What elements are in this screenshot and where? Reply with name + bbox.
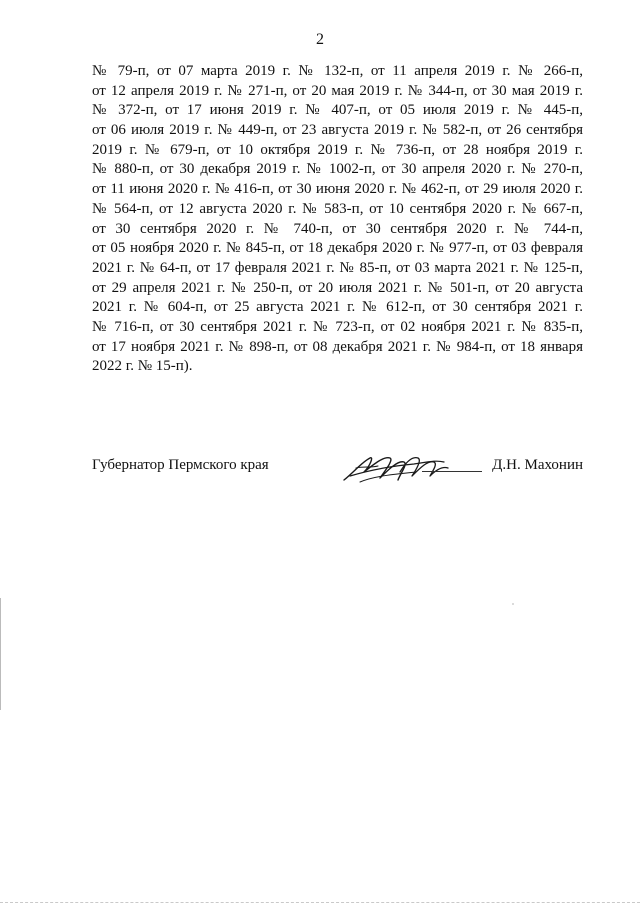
body-text-line: от 11 июня 2020 г. № 416-п, от 30 июня 2020 г. № 462-п, от 29 июля 2020 г. [92,181,583,198]
body-text-line: от 29 апреля 2021 г. № 250-п, от 20 июля 2021 г. № 501-п, от 20 августа [92,279,583,296]
body-text-line: 2021 г. № 604-п, от 25 августа 2021 г. № 612-п, от 30 сентября 2021 г. [92,299,583,316]
body-text [92,62,583,377]
signature-block [92,452,583,488]
body-text-line: № 716-п, от 30 сентября 2021 г. № 723-п, от 02 ноября 2021 г. № 835-п, [92,318,583,335]
body-text-line: от 12 апреля 2019 г. № 271-п, от 20 мая 2019 г. № 344-п, от 30 мая 2019 г. [92,82,583,99]
signer-position: Губернатор Пермского края [92,457,269,473]
handwritten-signature [340,450,488,486]
body-text-line: от 06 июля 2019 г. № 449-п, от 23 августа 2019 г. № 582-п, от 26 сентября [92,122,583,139]
signature-line [422,471,482,472]
scan-edge-left [0,598,1,710]
body-text-line: от 05 ноября 2020 г. № 845-п, от 18 декабря 2020 г. № 977-п, от 03 февраля [92,240,583,257]
scan-edge-bottom [0,902,640,903]
scan-artifact [512,603,514,605]
body-text-line: от 17 ноября 2021 г. № 898-п, от 08 декабря 2021 г. № 984-п, от 18 января [92,338,583,355]
body-text-line: от 30 сентября 2020 г. № 740-п, от 30 сентября 2020 г. № 744-п, [92,220,583,237]
body-text-line: № 880-п, от 30 декабря 2019 г. № 1002-п, от 30 апреля 2020 г. № 270-п, [92,161,583,178]
body-text-line: № 79-п, от 07 марта 2019 г. № 132-п, от 11 апреля 2019 г. № 266-п, [92,63,583,79]
body-text-line: № 372-п, от 17 июня 2019 г. № 407-п, от 05 июля 2019 г. № 445-п, [92,102,583,119]
body-text-line: 2019 г. № 679-п, от 10 октября 2019 г. № 736-п, от 28 ноября 2019 г. [92,141,583,158]
page-number: 2 [316,31,324,48]
signer-name: Д.Н. Махонин [492,457,583,473]
body-text-line: 2021 г. № 64-п, от 17 февраля 2021 г. № 85-п, от 03 марта 2021 г. № 125-п, [92,259,583,276]
body-text-line: № 564-п, от 12 августа 2020 г. № 583-п, от 10 сентября 2020 г. № 667-п, [92,200,583,217]
body-text-line: 2022 г. № 15-п). [92,358,193,375]
